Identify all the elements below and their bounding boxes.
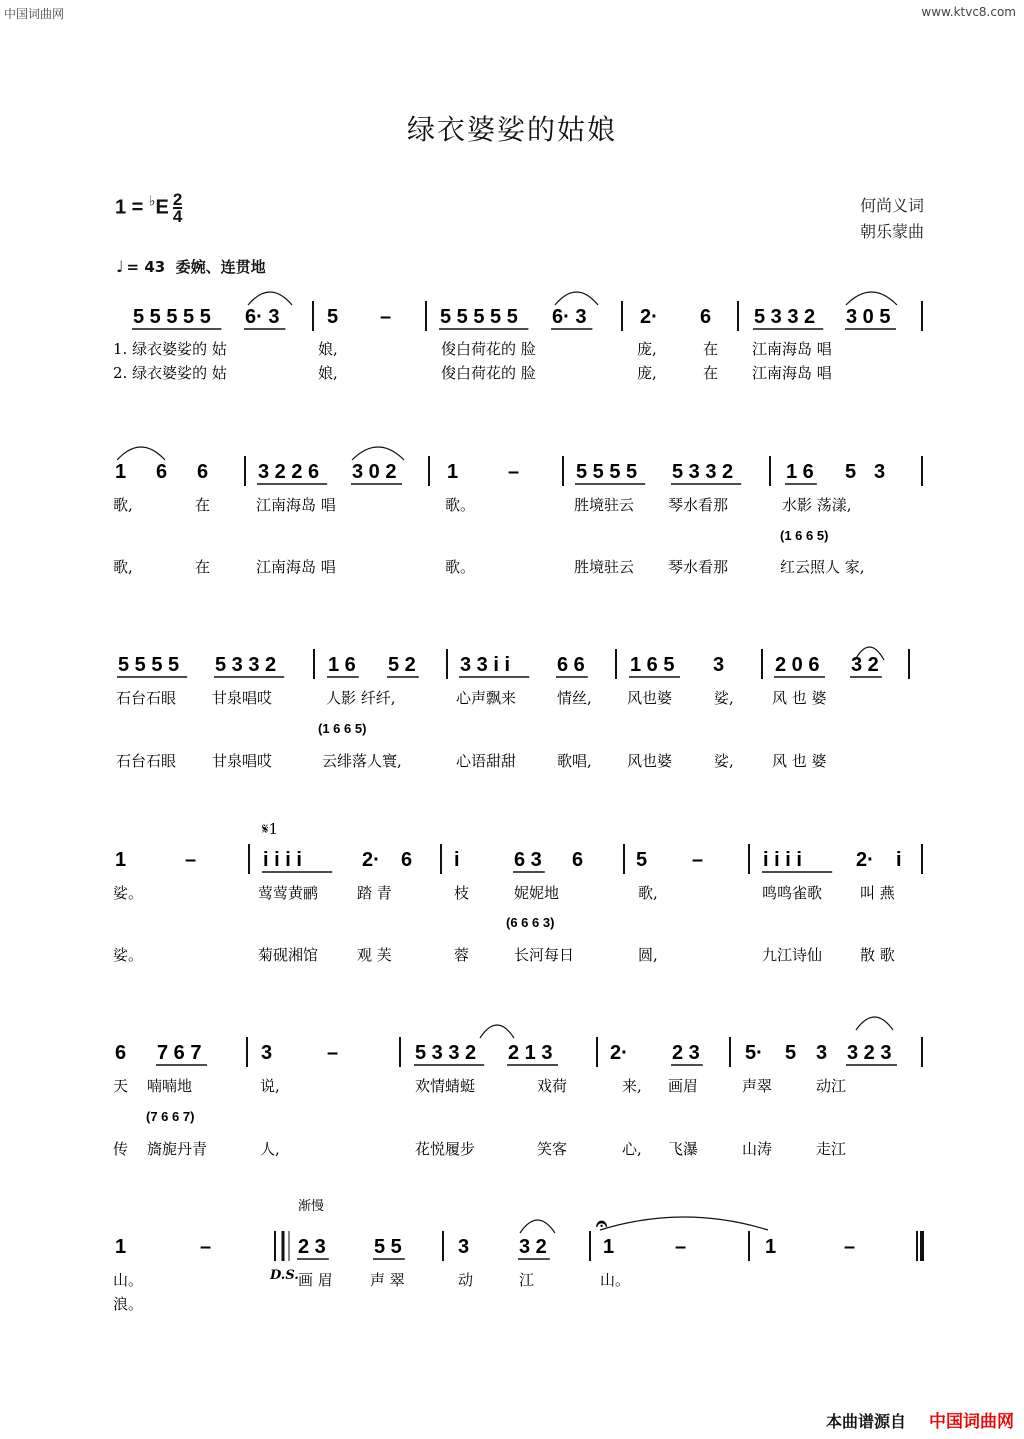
lyric-verse-1: 来,: [622, 1077, 642, 1095]
lyric-verse-2: 山涛: [742, 1140, 773, 1158]
lyric-verse-1: 喃喃地: [147, 1077, 193, 1095]
note-group: 5 3 3 2: [215, 654, 277, 676]
lyric-verse-2: 蓉: [454, 946, 470, 964]
lyric-verse-2: 心语甜甜: [456, 752, 517, 770]
lyric-verse-1: 莺莺黄鹂: [258, 884, 319, 902]
note-group: 6: [700, 306, 712, 328]
note-group: 3 2 2 6: [258, 461, 320, 483]
note-group: 3 3 i i: [460, 654, 511, 676]
note-group: –: [675, 1236, 687, 1258]
note-group: –: [185, 849, 197, 871]
lyric-verse-1: 庞,: [637, 340, 657, 358]
footer-site-label: 中国词曲网: [929, 1412, 1014, 1432]
note-group: i: [896, 849, 902, 871]
note-group: –: [380, 306, 392, 328]
lyric-verse-1: 山。: [600, 1271, 631, 1289]
slur: [600, 1217, 768, 1230]
note-group: –: [200, 1236, 212, 1258]
lyric-verse-2: 风也婆: [627, 752, 673, 770]
lyric-verse-1: 娑。: [113, 884, 144, 902]
slur: [117, 447, 165, 460]
note-group: 3 0 5: [846, 306, 891, 328]
lyric-verse-2: 传: [113, 1140, 129, 1158]
tempo-value: = 43: [126, 258, 166, 276]
lyric-verse-1: 妮妮地: [514, 884, 560, 902]
lyric-verse-1: 风 也 婆: [772, 689, 827, 707]
lyric-verse-1: 琴水看那: [668, 496, 729, 514]
lyric-verse-1: 声翠: [742, 1077, 773, 1095]
lyric-verse-1: 石台石眼: [116, 689, 177, 707]
note-group: 6 6: [557, 654, 585, 676]
note-group: i i i i: [763, 849, 802, 871]
lyric-verse-2: 庞,: [637, 364, 657, 382]
lyric-verse-2: 风 也 婆: [772, 752, 827, 770]
tempo-expression: 委婉、连贯地: [175, 258, 266, 276]
note-group: 2 3: [298, 1236, 326, 1258]
lyric-verse-2: 俊白荷花的 脸: [441, 364, 536, 382]
time-denominator: 4: [172, 207, 183, 226]
lyric-verse-1: 风也婆: [627, 689, 673, 707]
quarter-note-icon: ♩: [116, 257, 124, 276]
note-group: –: [508, 461, 520, 483]
note-group: 6· 3: [552, 306, 587, 328]
note-group: 1 6 5: [630, 654, 675, 676]
note-group: 3 2: [519, 1236, 547, 1258]
lyric-verse-2: 云绯落人寰,: [322, 752, 402, 770]
lyric-verse-2: 花悦履步: [415, 1140, 476, 1158]
lyric-verse-2: 飞瀑: [668, 1140, 699, 1158]
lyric-verse-2: 红云照人 家,: [780, 558, 865, 576]
lyric-verse-2: 长河每日: [514, 946, 575, 964]
time-numerator: 2: [172, 190, 183, 209]
lyric-verse-1: 江: [519, 1271, 535, 1289]
flat-sign: ♭: [148, 192, 156, 209]
segno-mark: 𝄋1: [262, 820, 278, 838]
note-group: 3 2 3: [847, 1042, 892, 1064]
lyric-verse-2: 江南海岛 唱: [752, 364, 832, 382]
note-group: 5 5 5 5 5: [133, 306, 211, 328]
lyric-verse-2: 菊砚湘馆: [258, 946, 319, 964]
lyric-verse-1: 说,: [260, 1077, 280, 1095]
note-group: 5 5 5 5: [576, 461, 638, 483]
key-note: E: [155, 196, 169, 219]
lyric-verse-1: 歌。: [445, 496, 476, 514]
lyric-verse-2: 2. 绿衣婆娑的 姑: [113, 364, 227, 382]
alternate-notes: (1 6 6 5): [318, 721, 367, 736]
note-group: –: [327, 1042, 339, 1064]
alternate-notes: (1 6 6 5): [780, 528, 829, 543]
note-group: 3: [261, 1042, 273, 1064]
note-group: i: [454, 849, 460, 871]
lyric-verse-1: 1. 绿衣婆娑的 姑: [113, 340, 227, 358]
note-group: 6: [156, 461, 168, 483]
lyric-verse-2: 散 歌: [860, 946, 895, 964]
slur: [856, 1017, 893, 1030]
lyric-verse-2: 歌,: [113, 558, 133, 576]
lyric-verse-1: 动: [458, 1271, 474, 1289]
note-group: 5 3 3 2: [415, 1042, 477, 1064]
note-group: 1: [115, 461, 127, 483]
lyric-verse-1: 甘泉唱哎: [212, 689, 273, 707]
lyric-verse-2: 娑,: [714, 752, 734, 770]
lyric-verse-2: 人,: [260, 1140, 280, 1158]
lyric-verse-1: 山。: [113, 1271, 144, 1289]
lyric-verse-2: 娘,: [318, 364, 338, 382]
lyric-verse-1: 娑,: [714, 689, 734, 707]
lyric-verse-1: 人影 纤纤,: [326, 689, 396, 707]
lyric-verse-2: 江南海岛 唱: [256, 558, 336, 576]
lyric-verse-2: 石台石眼: [116, 752, 177, 770]
note-group: 1 6: [328, 654, 356, 676]
note-group: 3: [816, 1042, 828, 1064]
lyric-verse-1: 江南海岛 唱: [752, 340, 832, 358]
lyric-verse-2: 浪。: [113, 1295, 144, 1313]
lyric-verse-1: 枝: [454, 884, 470, 902]
note-group: 7 6 7: [157, 1042, 202, 1064]
slur: [520, 1220, 555, 1233]
lyric-verse-2: 旖旎丹青: [147, 1140, 208, 1158]
note-group: –: [692, 849, 704, 871]
slur: [846, 292, 897, 305]
lyric-verse-2: 笑客: [537, 1140, 568, 1158]
note-group: 6: [572, 849, 584, 871]
note-group: 1: [115, 849, 127, 871]
note-group: 5: [327, 306, 339, 328]
note-group: 5 5: [374, 1236, 402, 1258]
lyricist-credit: 何尚义词: [859, 196, 924, 215]
lyric-verse-1: 画 眉: [298, 1271, 333, 1289]
composer-credit: 朝乐蒙曲: [859, 222, 924, 241]
lyric-verse-1: 在: [195, 496, 211, 514]
note-group: 1: [447, 461, 459, 483]
note-group: 3 0 2: [352, 461, 397, 483]
note-group: 2 1 3: [508, 1042, 553, 1064]
fermata-icon: 𝄐: [596, 1213, 608, 1235]
lyric-verse-1: 天: [113, 1077, 129, 1095]
lyric-verse-1: 叫 燕: [860, 884, 895, 902]
lyric-verse-1: 动江: [816, 1077, 847, 1095]
page-title: 绿衣婆娑的姑娘: [406, 113, 617, 146]
note-group: 2 0 6: [775, 654, 820, 676]
lyric-verse-1: 画眉: [668, 1077, 699, 1095]
note-group: 2 3: [672, 1042, 700, 1064]
lyric-verse-2: 歌。: [445, 558, 476, 576]
lyric-verse-2: 娑。: [113, 946, 144, 964]
alternate-notes: (6 6 6 3): [506, 915, 555, 930]
note-group: 5: [845, 461, 857, 483]
slur: [555, 292, 598, 305]
note-group: i i i i: [263, 849, 302, 871]
note-group: 1: [765, 1236, 777, 1258]
lyric-verse-2: 走江: [816, 1140, 847, 1158]
note-group: 5·: [745, 1042, 763, 1064]
note-group: 5 3 3 2: [672, 461, 734, 483]
note-group: 6 3: [514, 849, 542, 871]
slur: [248, 292, 292, 305]
note-group: 3: [458, 1236, 470, 1258]
lyric-verse-2: 在: [195, 558, 211, 576]
slur: [480, 1025, 514, 1038]
note-group: –: [844, 1236, 856, 1258]
note-group: 2·: [362, 849, 380, 871]
lyric-verse-2: 歌唱,: [557, 752, 592, 770]
lyric-verse-1: 歌,: [113, 496, 133, 514]
note-group: 3 2: [851, 654, 879, 676]
note-group: 5: [636, 849, 648, 871]
lyric-verse-2: 观 芙: [357, 946, 392, 964]
lyric-verse-1: 歌,: [638, 884, 658, 902]
note-group: 6· 3: [245, 306, 280, 328]
lyric-verse-1: 江南海岛 唱: [256, 496, 336, 514]
lyric-verse-1: 鸣鸣雀歌: [762, 884, 823, 902]
lyric-verse-1: 胜境驻云: [574, 496, 635, 514]
ritardando-mark: 渐慢: [298, 1199, 325, 1214]
note-group: 3: [713, 654, 725, 676]
note-group: 6: [401, 849, 413, 871]
lyric-verse-1: 心声飘来: [456, 689, 517, 707]
note-group: 1: [603, 1236, 615, 1258]
lyric-verse-1: 水影 荡漾,: [782, 496, 852, 514]
lyric-verse-1: 娘,: [318, 340, 338, 358]
lyric-verse-2: 甘泉唱哎: [212, 752, 273, 770]
note-group: 1 6: [786, 461, 814, 483]
lyric-verse-2: 心,: [622, 1140, 642, 1158]
lyric-verse-1: 戏荷: [537, 1077, 568, 1095]
watermark-right: www.ktvc8.com: [921, 5, 1016, 19]
lyric-verse-1: 在: [703, 340, 719, 358]
note-group: 2·: [610, 1042, 628, 1064]
watermark-left: 中国词曲网: [4, 7, 65, 21]
lyric-verse-1: 声 翠: [370, 1271, 405, 1289]
alternate-notes: (7 6 6 7): [146, 1109, 195, 1124]
note-group: 2·: [856, 849, 874, 871]
note-group: 3: [874, 461, 886, 483]
key-prefix: 1 =: [115, 196, 149, 219]
lyric-verse-1: 俊白荷花的 脸: [441, 340, 536, 358]
lyric-verse-2: 在: [703, 364, 719, 382]
lyric-verse-2: 琴水看那: [668, 558, 729, 576]
note-group: 6: [115, 1042, 127, 1064]
footer-source-label: 本曲谱源自: [825, 1412, 906, 1431]
note-group: 5 5 5 5 5: [440, 306, 518, 328]
note-group: 1: [115, 1236, 127, 1258]
lyric-verse-1: 踏 青: [357, 884, 392, 902]
note-group: 5 5 5 5: [118, 654, 180, 676]
lyric-verse-2: 圆,: [638, 946, 658, 964]
slur: [352, 447, 404, 460]
note-group: 5: [785, 1042, 797, 1064]
ds-mark: D.S.: [270, 1268, 299, 1283]
lyric-verse-1: 欢情蜻蜓: [415, 1077, 476, 1095]
lyric-verse-1: 情丝,: [557, 689, 592, 707]
lyric-verse-2: 胜境驻云: [574, 558, 635, 576]
note-group: 2·: [640, 306, 658, 328]
lyric-verse-2: 九江诗仙: [762, 946, 823, 964]
note-group: 5 2: [388, 654, 416, 676]
note-group: 5 3 3 2: [754, 306, 816, 328]
note-group: 6: [197, 461, 209, 483]
